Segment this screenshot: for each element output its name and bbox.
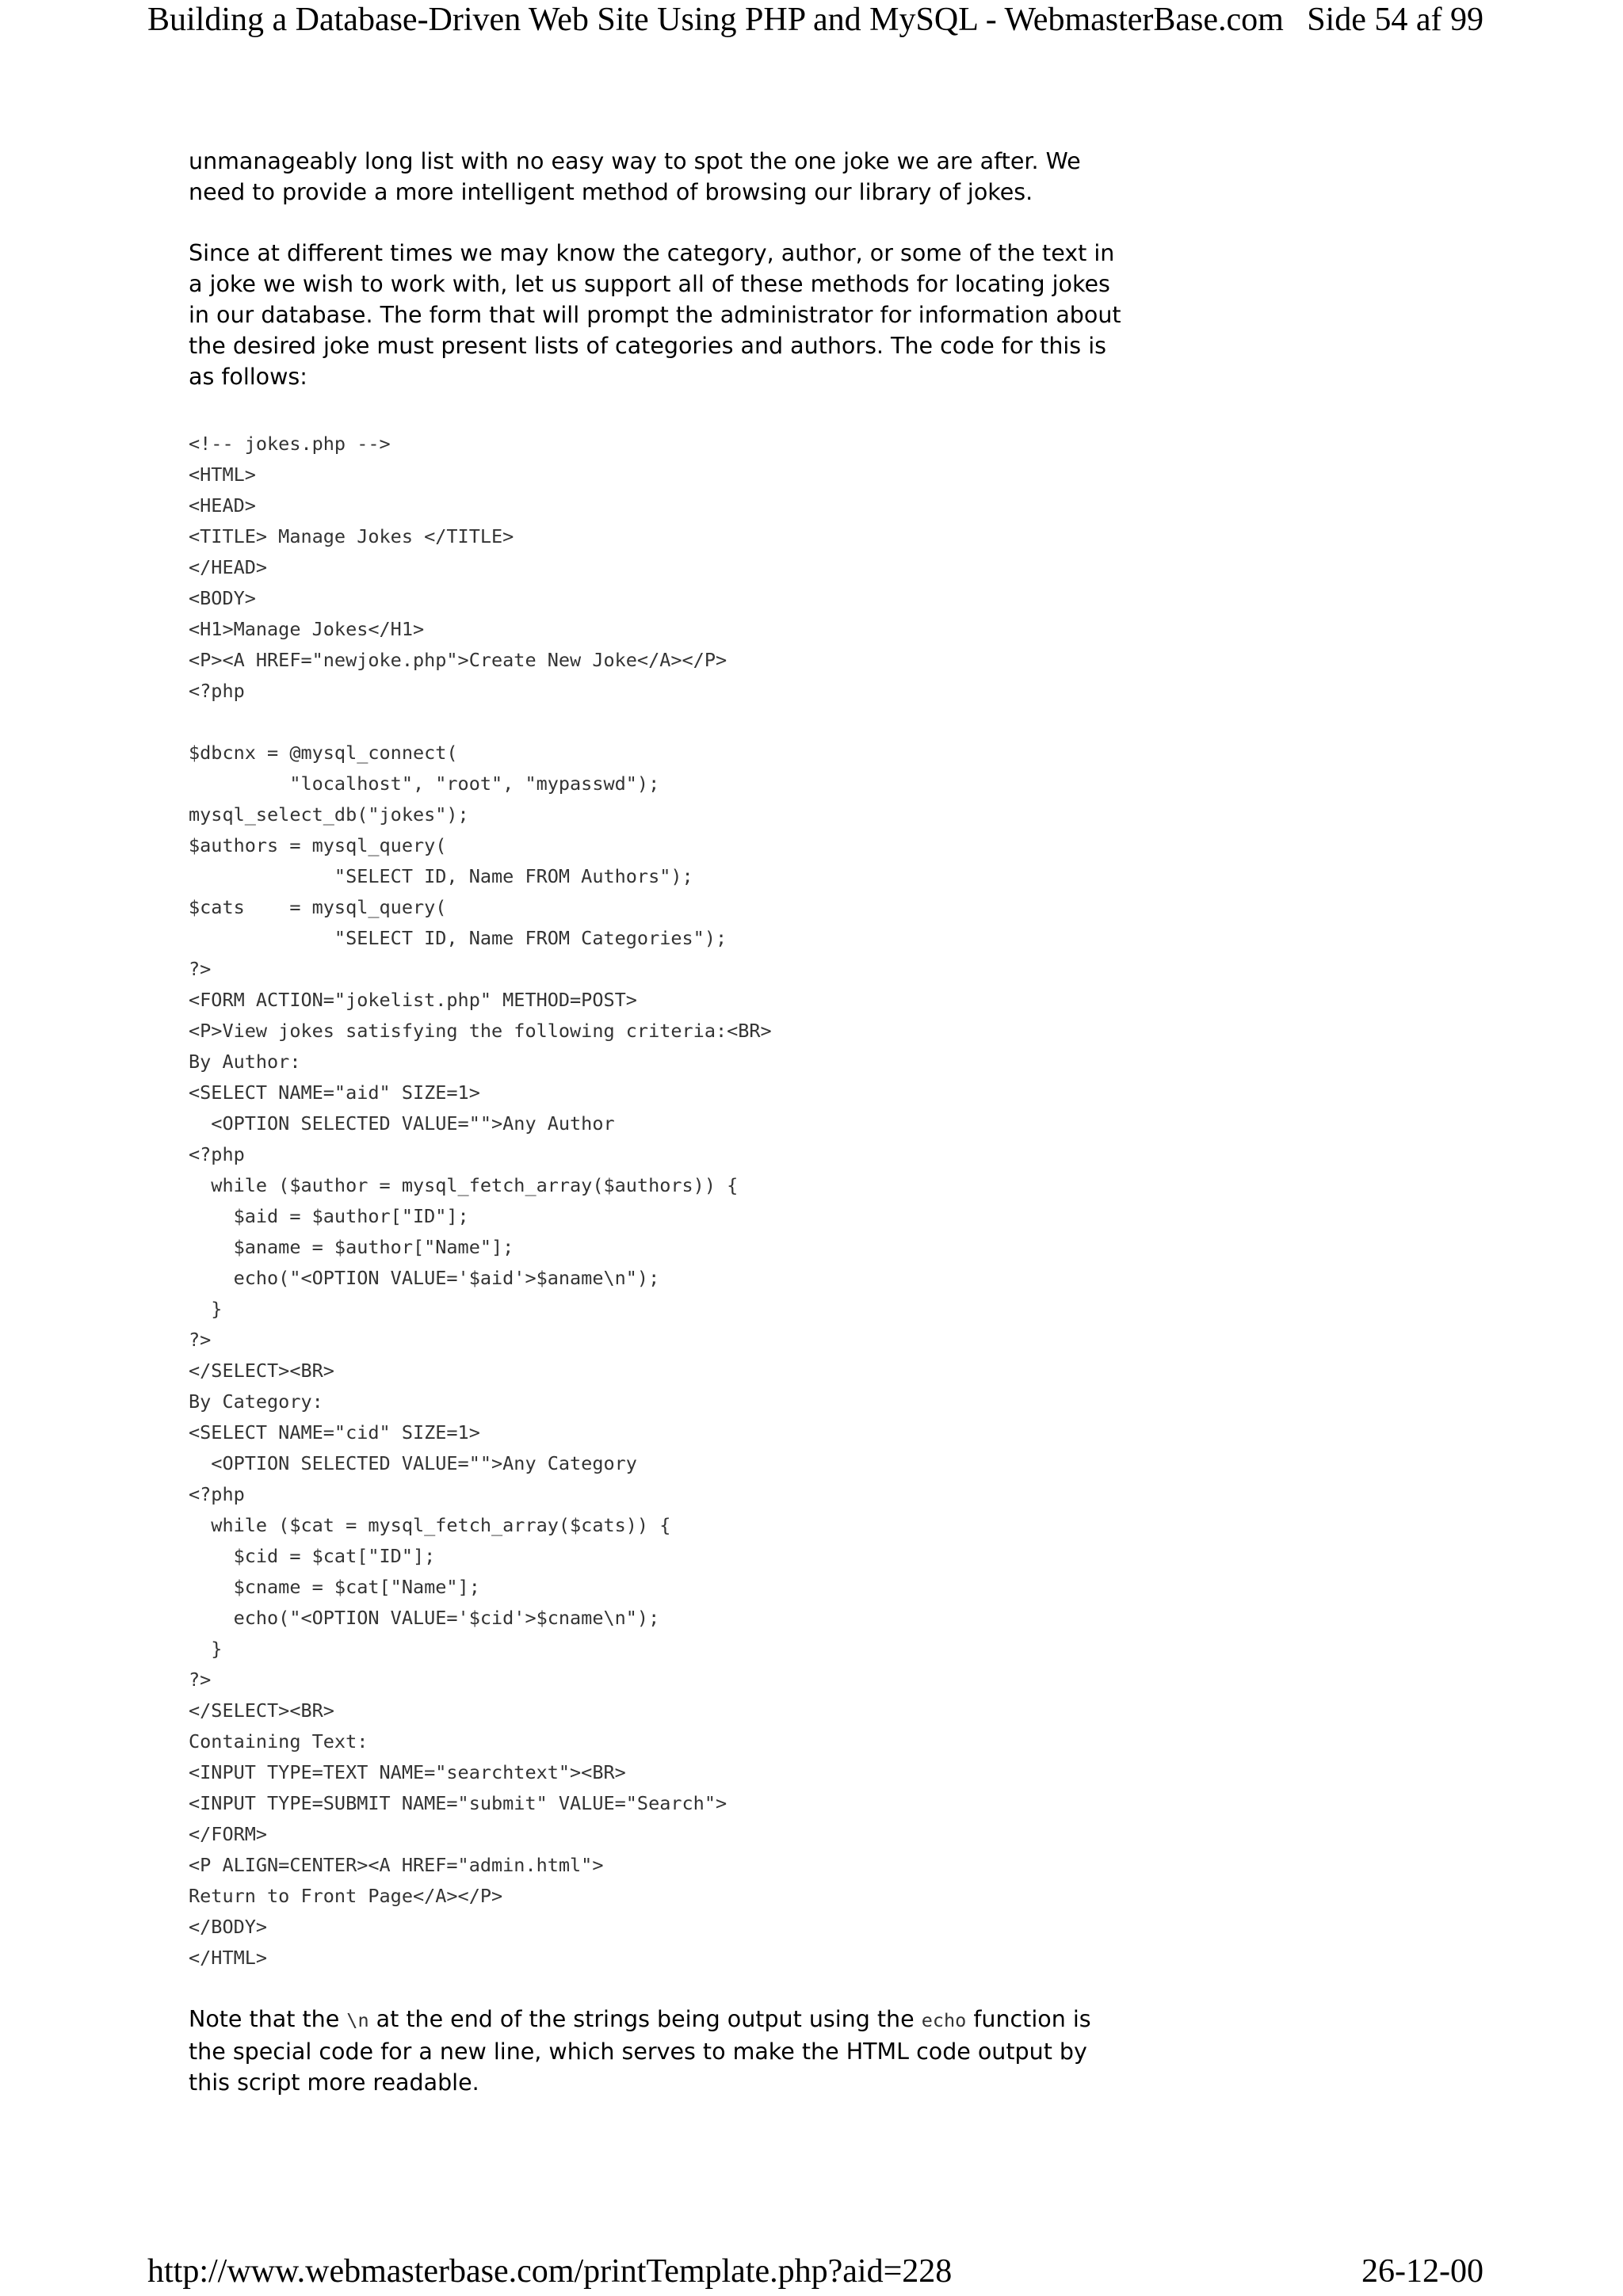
code-line: $cname = $cat["Name"]; <box>189 1576 480 1598</box>
code-line: <P>View jokes satisfying the following criteria:<BR> <box>189 1020 772 1042</box>
inline-code-newline: \n <box>346 2009 369 2031</box>
note-paragraph <box>189 2004 1124 2098</box>
code-line: <OPTION SELECTED VALUE="">Any Author <box>189 1112 615 1135</box>
code-line: while ($cat = mysql_fetch_array($cats)) { <box>189 1514 671 1536</box>
inline-code-echo: echo <box>921 2009 967 2031</box>
footer-url: http://www.webmasterbase.com/printTemplate.php?aid=228 <box>147 2253 953 2290</box>
note-text-1: Note that the <box>189 2006 347 2032</box>
code-line <box>189 707 1124 738</box>
code-line: <INPUT TYPE=TEXT NAME="searchtext"><BR> <box>189 1761 626 1783</box>
code-line: $dbcnx = @mysql_connect( <box>189 742 458 764</box>
article-content <box>189 146 1124 2098</box>
code-line: ?> <box>189 1669 212 1691</box>
code-line: Return to Front Page</A></P> <box>189 1885 503 1907</box>
code-line: "SELECT ID, Name FROM Authors"); <box>189 865 693 887</box>
code-line: <P ALIGN=CENTER><A HREF="admin.html"> <box>189 1854 604 1876</box>
code-line: $cid = $cat["ID"]; <box>189 1545 436 1567</box>
footer-date: 26-12-00 <box>1361 2253 1484 2290</box>
code-line: <FORM ACTION="jokelist.php" METHOD=POST> <box>189 989 637 1011</box>
code-listing <box>189 429 1124 1974</box>
code-line: </SELECT><BR> <box>189 1699 334 1722</box>
code-line: <INPUT TYPE=SUBMIT NAME="submit" VALUE="Search"> <box>189 1792 727 1814</box>
code-line: <TITLE> Manage Jokes </TITLE> <box>189 525 514 547</box>
code-line: </FORM> <box>189 1823 268 1845</box>
code-line: </SELECT><BR> <box>189 1360 334 1382</box>
code-line: </HEAD> <box>189 556 268 578</box>
code-line: mysql_select_db("jokes"); <box>189 803 469 826</box>
page-header-title: Building a Database-Driven Web Site Using PHP and MySQL - WebmasterBase.com <box>147 2 1284 38</box>
code-line: </HTML> <box>189 1947 268 1969</box>
code-line: } <box>189 1638 223 1660</box>
code-line: By Category: <box>189 1390 323 1413</box>
note-text-3: function is the special code for a new line, which serves to make the HTML code output by this script more readable. <box>189 2006 1091 2096</box>
code-line: $authors = mysql_query( <box>189 834 447 856</box>
code-line: </BODY> <box>189 1916 268 1938</box>
code-line: <?php <box>189 1143 245 1165</box>
code-line: echo("<OPTION VALUE='$aid'>$aname\n"); <box>189 1267 660 1289</box>
code-line: <HTML> <box>189 463 256 486</box>
code-line: <BODY> <box>189 587 256 609</box>
code-line: <!-- jokes.php --> <box>189 433 391 455</box>
code-line: $cats = mysql_query( <box>189 896 447 918</box>
body-paragraph-1: unmanageably long list with no easy way to spot the one joke we are after. We need to provide a more intelligent method of browsing our library of jokes. <box>189 148 1081 205</box>
note-text-2: at the end of the strings being output using the <box>369 2006 922 2032</box>
code-line: while ($author = mysql_fetch_array($authors)) { <box>189 1174 739 1196</box>
code-line: <?php <box>189 1483 245 1505</box>
code-line: Containing Text: <box>189 1730 369 1753</box>
code-line: } <box>189 1298 223 1320</box>
code-line: <?php <box>189 680 245 702</box>
code-line: $aid = $author["ID"]; <box>189 1205 469 1227</box>
code-line: $aname = $author["Name"]; <box>189 1236 514 1258</box>
code-line: By Author: <box>189 1051 301 1073</box>
code-line: <SELECT NAME="aid" SIZE=1> <box>189 1081 480 1104</box>
code-line: <HEAD> <box>189 494 256 517</box>
page-number-indicator: Side 54 af 99 <box>1307 2 1484 38</box>
code-line: ?> <box>189 1329 212 1351</box>
code-line: "SELECT ID, Name FROM Categories"); <box>189 927 727 949</box>
code-line: <OPTION SELECTED VALUE="">Any Category <box>189 1452 637 1474</box>
code-line: <P><A HREF="newjoke.php">Create New Joke</A></P> <box>189 649 727 671</box>
code-line: ?> <box>189 958 212 980</box>
code-line: echo("<OPTION VALUE='$cid'>$cname\n"); <box>189 1607 660 1629</box>
code-line: <SELECT NAME="cid" SIZE=1> <box>189 1421 480 1444</box>
code-line: <H1>Manage Jokes</H1> <box>189 618 425 640</box>
code-line: "localhost", "root", "mypasswd"); <box>189 772 660 795</box>
body-paragraph-2: Since at different times we may know the category, author, or some of the text in a joke we wish to work with, let us support all of these methods for locating jokes in our database. The form that will prompt the administrator for information about the desired joke must present lists of categories and authors. The code for this is as follows: <box>189 240 1121 390</box>
